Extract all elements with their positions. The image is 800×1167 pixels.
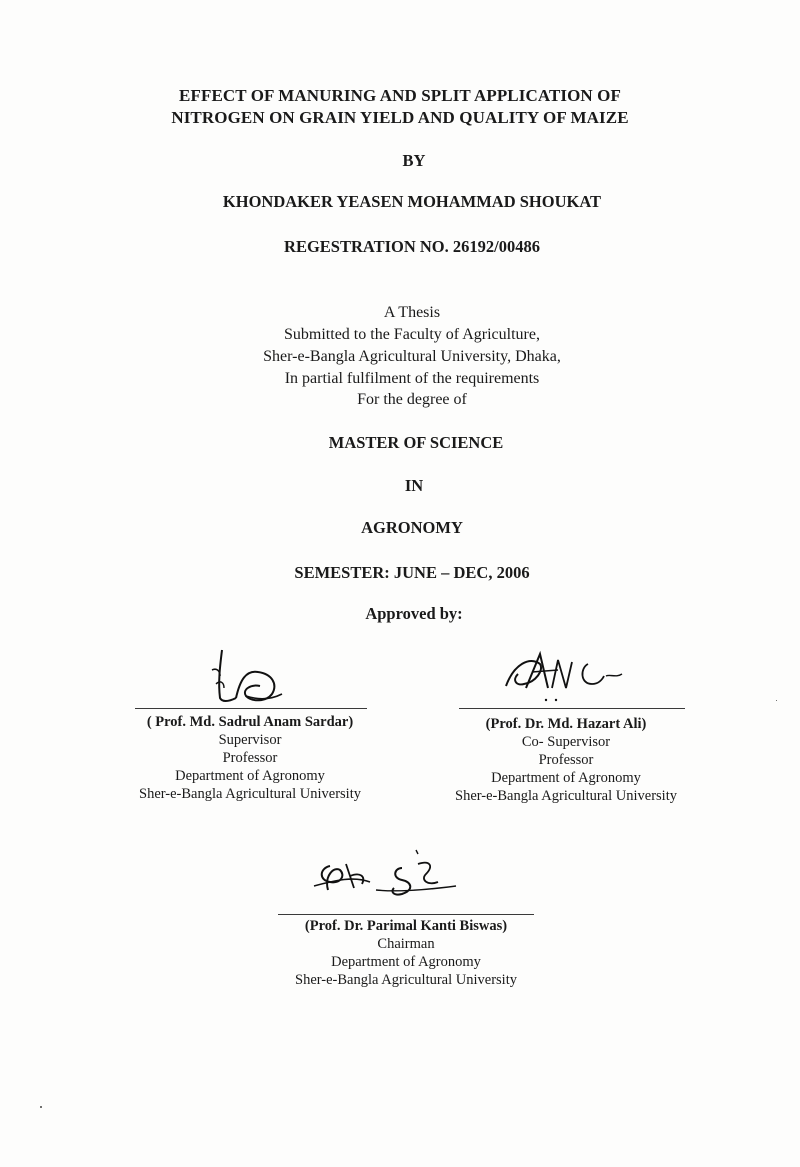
chairman-signature-line	[278, 914, 534, 915]
supervisor-signature	[206, 640, 296, 712]
in-label: IN	[404, 476, 424, 495]
supervisor-university: Sher-e-Bangla Agricultural University	[139, 786, 361, 802]
co-supervisor-name: (Prof. Dr. Md. Hazart Ali)	[485, 716, 647, 732]
subject-name: AGRONOMY	[361, 518, 463, 537]
supervisor-signature-line	[135, 708, 367, 709]
supervisor-title: Professor	[222, 750, 278, 766]
co-supervisor-university: Sher-e-Bangla Agricultural University	[455, 788, 677, 804]
submission-university: Sher-e-Bangla Agricultural University, Dhaka,	[263, 348, 561, 365]
submission-thesis-label: A Thesis	[383, 304, 441, 321]
co-supervisor-title: Professor	[538, 752, 594, 768]
supervisor-name: ( Prof. Md. Sadrul Anam Sardar)	[146, 714, 354, 730]
chairman-name: (Prof. Dr. Parimal Kanti Biswas)	[304, 918, 508, 934]
supervisor-department: Department of Agronomy	[175, 768, 325, 784]
submission-faculty: Submitted to the Faculty of Agriculture,	[284, 326, 540, 343]
scan-speck	[776, 700, 777, 701]
thesis-title-line-1: EFFECT OF MANURING AND SPLIT APPLICATION OF	[179, 86, 621, 105]
degree-name: MASTER OF SCIENCE	[328, 433, 504, 452]
chairman-block	[278, 917, 534, 989]
supervisor-role: Supervisor	[218, 732, 282, 748]
approved-by-label: Approved by:	[365, 604, 463, 623]
thesis-title-line-2: NITROGEN ON GRAIN YIELD AND QUALITY OF MAIZE	[171, 108, 629, 127]
co-supervisor-block	[436, 715, 696, 805]
submission-degree-of: For the degree of	[357, 391, 467, 408]
semester: SEMESTER: JUNE – DEC, 2006	[294, 563, 530, 582]
supervisor-block	[120, 713, 380, 803]
co-supervisor-role: Co- Supervisor	[521, 734, 611, 750]
co-supervisor-department: Department of Agronomy	[491, 770, 641, 786]
author-name: KHONDAKER YEASEN MOHAMMAD SHOUKAT	[222, 192, 602, 211]
by-label: BY	[402, 151, 426, 170]
chairman-department: Department of Agronomy	[331, 954, 481, 970]
chairman-role: Chairman	[377, 936, 435, 952]
registration-number: REGESTRATION NO. 26192/00486	[284, 237, 540, 256]
scan-speck	[40, 1106, 42, 1108]
chairman-university: Sher-e-Bangla Agricultural University	[295, 972, 517, 988]
co-supervisor-signature-line	[459, 708, 685, 709]
chairman-signature	[306, 846, 476, 912]
co-supervisor-signature	[496, 644, 636, 704]
submission-requirements: In partial fulfilment of the requirements	[284, 370, 540, 387]
